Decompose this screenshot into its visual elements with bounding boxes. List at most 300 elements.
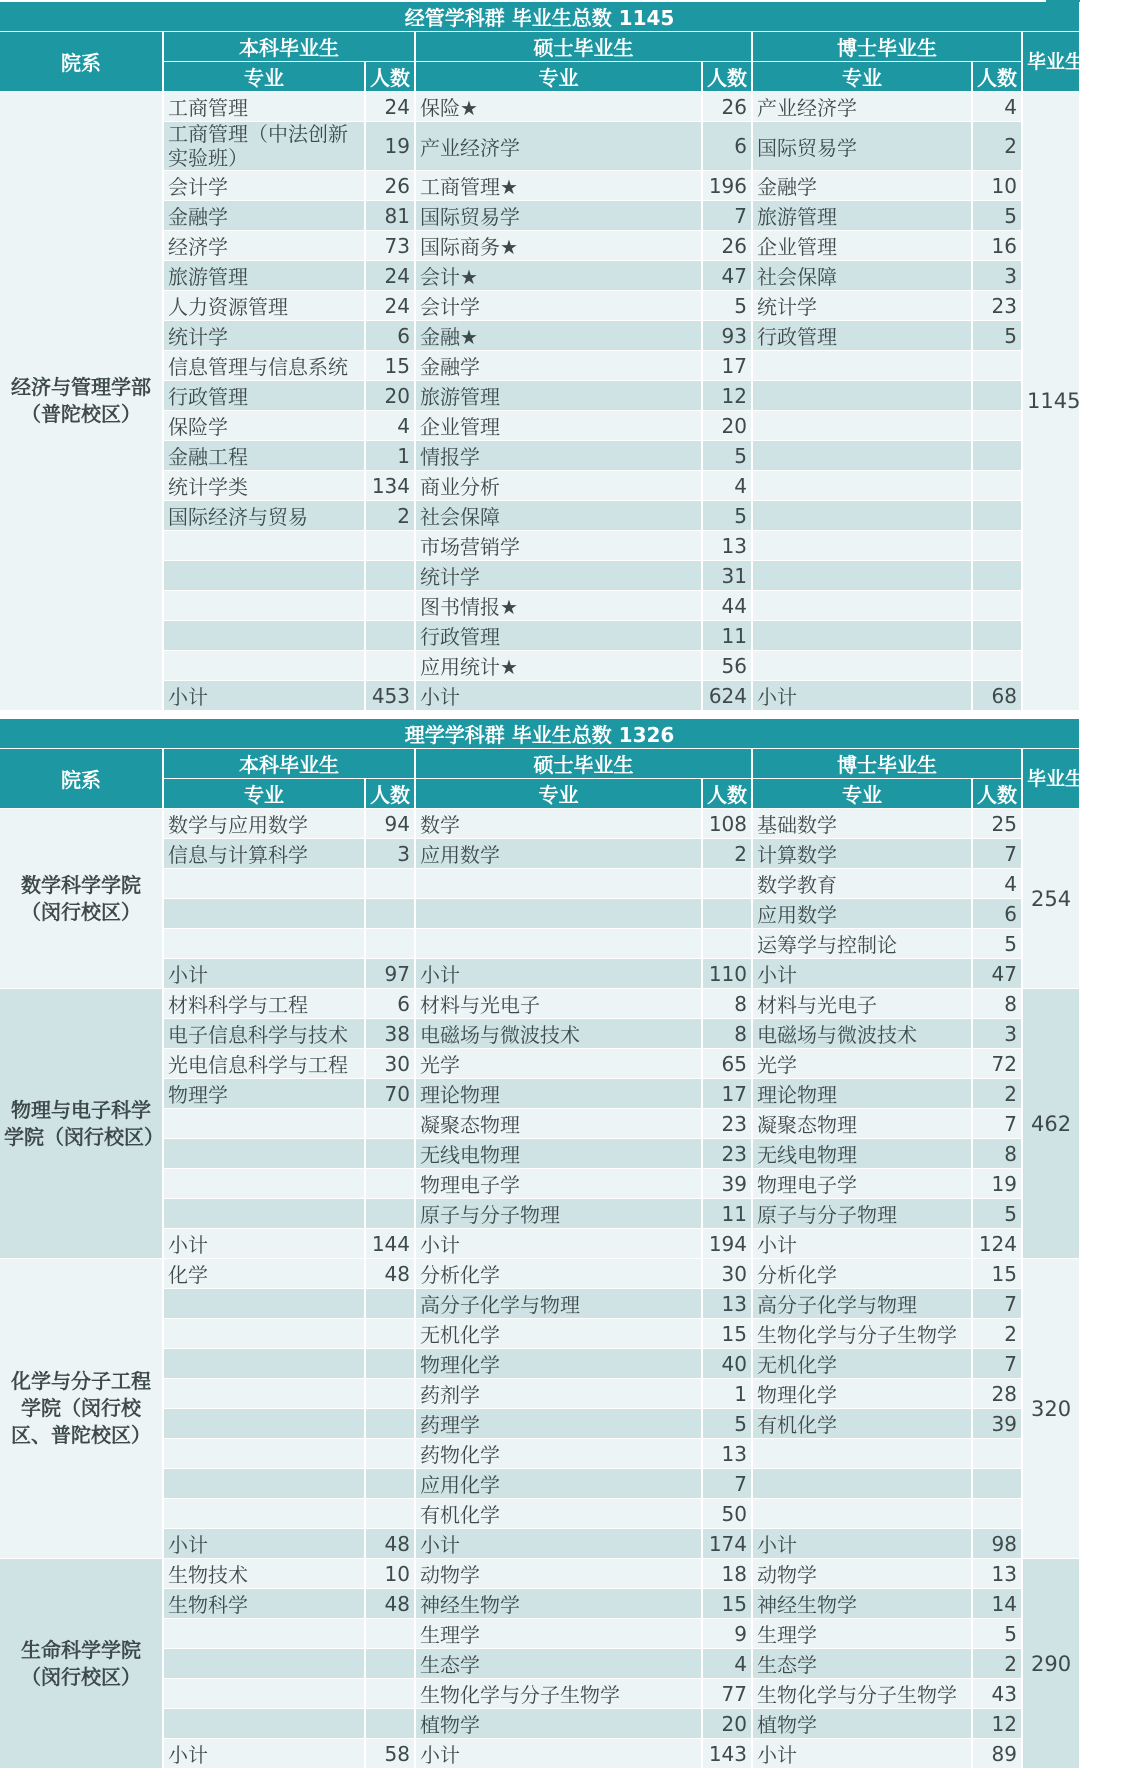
- major-cell: 分析化学: [415, 1259, 702, 1289]
- major-cell: [752, 351, 972, 381]
- count-cell: 65: [702, 1049, 752, 1079]
- major-cell: 国际商务★: [415, 231, 702, 261]
- major-cell: 会计学: [415, 291, 702, 321]
- count-cell: 11: [702, 621, 752, 651]
- count-cell: 10: [365, 1559, 415, 1589]
- count-cell: [365, 561, 415, 591]
- major-cell: 应用统计★: [415, 651, 702, 681]
- major-cell: 生物科学: [163, 1589, 365, 1619]
- count-cell: 134: [365, 471, 415, 501]
- major-cell: 会计学: [163, 171, 365, 201]
- count-cell: [972, 591, 1022, 621]
- major-cell: [163, 621, 365, 651]
- count-header: 人数: [702, 62, 752, 92]
- major-cell: [163, 1379, 365, 1409]
- major-cell: [163, 929, 365, 959]
- count-cell: 8: [702, 1019, 752, 1049]
- count-cell: [365, 1379, 415, 1409]
- count-cell: 39: [972, 1409, 1022, 1439]
- count-cell: 144: [365, 1229, 415, 1259]
- count-header: 人数: [972, 779, 1022, 809]
- count-cell: 38: [365, 1019, 415, 1049]
- major-cell: [752, 1469, 972, 1499]
- major-cell: 产业经济学: [752, 92, 972, 122]
- count-cell: 56: [702, 651, 752, 681]
- count-header: 人数: [365, 779, 415, 809]
- count-cell: [365, 531, 415, 561]
- major-cell: 凝聚态物理: [415, 1109, 702, 1139]
- major-cell: 经济学: [163, 231, 365, 261]
- count-cell: [365, 591, 415, 621]
- count-cell: 81: [365, 201, 415, 231]
- count-cell: [365, 1109, 415, 1139]
- count-cell: 5: [702, 291, 752, 321]
- count-cell: 143: [702, 1739, 752, 1769]
- count-cell: [972, 471, 1022, 501]
- graduate-table: [0, 2, 1122, 711]
- major-cell: 生物化学与分子生物学: [752, 1679, 972, 1709]
- count-cell: 2: [972, 1319, 1022, 1349]
- major-cell: 小计: [415, 1229, 702, 1259]
- count-cell: 3: [365, 839, 415, 869]
- count-cell: [365, 1499, 415, 1529]
- major-cell: 企业管理: [752, 231, 972, 261]
- major-cell: 工商管理: [163, 92, 365, 122]
- major-cell: 小计: [415, 1529, 702, 1559]
- major-cell: [163, 1709, 365, 1739]
- major-cell: [752, 441, 972, 471]
- major-cell: 旅游管理: [752, 201, 972, 231]
- count-cell: 6: [365, 321, 415, 351]
- major-cell: 国际贸易学: [752, 122, 972, 171]
- major-cell: 无机化学: [415, 1319, 702, 1349]
- count-cell: 6: [702, 122, 752, 171]
- count-cell: 15: [972, 1259, 1022, 1289]
- major-cell: 小计: [163, 1529, 365, 1559]
- major-cell: 物理化学: [415, 1349, 702, 1379]
- major-header: 专业: [752, 62, 972, 92]
- count-cell: 3: [972, 261, 1022, 291]
- count-cell: [365, 929, 415, 959]
- major-cell: 信息管理与信息系统: [163, 351, 365, 381]
- count-cell: [972, 351, 1022, 381]
- count-cell: 97: [365, 959, 415, 989]
- count-cell: 3: [972, 1019, 1022, 1049]
- major-cell: [752, 411, 972, 441]
- major-cell: 市场营销学: [415, 531, 702, 561]
- count-cell: 4: [972, 92, 1022, 122]
- major-cell: 数学: [415, 809, 702, 839]
- major-cell: [163, 561, 365, 591]
- major-cell: 情报学: [415, 441, 702, 471]
- count-cell: 13: [972, 1559, 1022, 1589]
- major-cell: [163, 899, 365, 929]
- major-cell: 小计: [415, 959, 702, 989]
- major-cell: [163, 531, 365, 561]
- major-cell: 国际经济与贸易: [163, 501, 365, 531]
- major-cell: [415, 869, 702, 899]
- major-header: 专业: [752, 779, 972, 809]
- doctor-header: 博士毕业生: [752, 749, 1022, 779]
- dept-total: 320: [1022, 1259, 1080, 1559]
- count-cell: [972, 411, 1022, 441]
- major-cell: 小计: [752, 959, 972, 989]
- count-cell: [365, 1349, 415, 1379]
- count-cell: 18: [702, 1559, 752, 1589]
- bachelor-header: 本科毕业生: [163, 32, 415, 62]
- count-cell: 4: [972, 869, 1022, 899]
- count-cell: 47: [972, 959, 1022, 989]
- major-cell: 小计: [163, 681, 365, 711]
- table-row: [0, 92, 1080, 122]
- major-cell: [752, 621, 972, 651]
- count-cell: 5: [702, 441, 752, 471]
- table-title-row: [0, 719, 1080, 749]
- count-cell: 43: [972, 1679, 1022, 1709]
- major-cell: 会计★: [415, 261, 702, 291]
- count-cell: 48: [365, 1589, 415, 1619]
- major-cell: 光学: [415, 1049, 702, 1079]
- count-cell: 5: [972, 1619, 1022, 1649]
- count-cell: 68: [972, 681, 1022, 711]
- total-header: 毕业生总数: [1022, 32, 1080, 92]
- major-cell: [752, 561, 972, 591]
- count-cell: 2: [972, 1649, 1022, 1679]
- count-cell: 2: [365, 501, 415, 531]
- major-cell: [163, 1109, 365, 1139]
- count-cell: [365, 1709, 415, 1739]
- major-cell: 统计学类: [163, 471, 365, 501]
- count-cell: 2: [972, 122, 1022, 171]
- count-cell: 94: [365, 809, 415, 839]
- dept-name: 生命科学学院（闵行校区）: [0, 1559, 163, 1769]
- major-cell: [752, 591, 972, 621]
- count-cell: 93: [702, 321, 752, 351]
- count-cell: 31: [702, 561, 752, 591]
- count-cell: [972, 381, 1022, 411]
- major-cell: 国际贸易学: [415, 201, 702, 231]
- major-cell: 旅游管理: [415, 381, 702, 411]
- count-cell: 174: [702, 1529, 752, 1559]
- count-cell: 15: [702, 1589, 752, 1619]
- count-cell: 48: [365, 1259, 415, 1289]
- major-cell: 商业分析: [415, 471, 702, 501]
- count-cell: 72: [972, 1049, 1022, 1079]
- major-cell: [163, 869, 365, 899]
- count-cell: 73: [365, 231, 415, 261]
- count-cell: [702, 899, 752, 929]
- count-cell: 7: [972, 1289, 1022, 1319]
- major-cell: 应用数学: [415, 839, 702, 869]
- major-header: 专业: [415, 779, 702, 809]
- count-cell: [365, 1409, 415, 1439]
- graduate-table: [0, 719, 1122, 1769]
- count-cell: 8: [702, 989, 752, 1019]
- major-cell: 材料与光电子: [415, 989, 702, 1019]
- count-cell: 9: [702, 1619, 752, 1649]
- major-cell: 信息与计算科学: [163, 839, 365, 869]
- major-cell: 旅游管理: [163, 261, 365, 291]
- dept-name: 化学与分子工程学院（闵行校区、普陀校区）: [0, 1259, 163, 1559]
- major-cell: 应用化学: [415, 1469, 702, 1499]
- major-cell: 行政管理: [415, 621, 702, 651]
- major-cell: 小计: [752, 681, 972, 711]
- count-cell: 44: [702, 591, 752, 621]
- doctor-header: 博士毕业生: [752, 32, 1022, 62]
- major-cell: [163, 1649, 365, 1679]
- count-cell: 8: [972, 989, 1022, 1019]
- count-cell: 1: [702, 1379, 752, 1409]
- major-cell: 社会保障: [752, 261, 972, 291]
- major-cell: [415, 929, 702, 959]
- count-cell: 110: [702, 959, 752, 989]
- major-cell: 理论物理: [752, 1079, 972, 1109]
- count-cell: 19: [972, 1169, 1022, 1199]
- count-cell: [972, 651, 1022, 681]
- major-cell: [752, 1439, 972, 1469]
- major-cell: 原子与分子物理: [752, 1199, 972, 1229]
- count-cell: 24: [365, 261, 415, 291]
- major-cell: 图书情报★: [415, 591, 702, 621]
- major-cell: 统计学: [163, 321, 365, 351]
- count-cell: [972, 531, 1022, 561]
- count-cell: 58: [365, 1739, 415, 1769]
- count-cell: [365, 1319, 415, 1349]
- major-cell: 材料与光电子: [752, 989, 972, 1019]
- major-cell: [163, 1319, 365, 1349]
- count-cell: 98: [972, 1529, 1022, 1559]
- count-cell: 13: [702, 1289, 752, 1319]
- major-cell: 保险★: [415, 92, 702, 122]
- count-cell: 24: [365, 92, 415, 122]
- major-cell: 神经生物学: [415, 1589, 702, 1619]
- major-cell: 金融工程: [163, 441, 365, 471]
- header-row: [0, 32, 1080, 62]
- count-cell: [365, 1649, 415, 1679]
- major-header: 专业: [415, 62, 702, 92]
- count-cell: 4: [702, 471, 752, 501]
- dept-total: 290: [1022, 1559, 1080, 1769]
- major-cell: 高分子化学与物理: [752, 1289, 972, 1319]
- count-cell: 24: [365, 291, 415, 321]
- major-cell: 材料科学与工程: [163, 989, 365, 1019]
- major-cell: 保险学: [163, 411, 365, 441]
- count-cell: 14: [972, 1589, 1022, 1619]
- count-cell: 48: [365, 1529, 415, 1559]
- major-cell: 企业管理: [415, 411, 702, 441]
- major-cell: 小计: [163, 959, 365, 989]
- count-cell: 77: [702, 1679, 752, 1709]
- major-cell: 电磁场与微波技术: [415, 1019, 702, 1049]
- count-cell: 20: [702, 411, 752, 441]
- major-cell: [752, 1499, 972, 1529]
- dept-total: 462: [1022, 989, 1080, 1259]
- major-cell: [415, 899, 702, 929]
- count-cell: 5: [702, 501, 752, 531]
- major-cell: 统计学: [752, 291, 972, 321]
- table-row: [0, 989, 1080, 1019]
- major-cell: 电子信息科学与技术: [163, 1019, 365, 1049]
- major-cell: 分析化学: [752, 1259, 972, 1289]
- count-cell: 2: [972, 1079, 1022, 1109]
- dept-header: 院系: [0, 749, 163, 809]
- major-cell: 生理学: [415, 1619, 702, 1649]
- dept-total: 254: [1022, 809, 1080, 989]
- major-cell: [163, 1619, 365, 1649]
- header-row: [0, 749, 1080, 779]
- major-cell: 统计学: [415, 561, 702, 591]
- count-cell: 196: [702, 171, 752, 201]
- count-cell: 70: [365, 1079, 415, 1109]
- count-cell: 5: [702, 1409, 752, 1439]
- major-cell: 生物化学与分子生物学: [415, 1679, 702, 1709]
- major-cell: 药剂学: [415, 1379, 702, 1409]
- count-cell: [702, 869, 752, 899]
- major-cell: [163, 1139, 365, 1169]
- major-cell: 物理学: [163, 1079, 365, 1109]
- count-cell: 30: [365, 1049, 415, 1079]
- major-header: 专业: [163, 62, 365, 92]
- count-cell: 20: [702, 1709, 752, 1739]
- count-cell: 17: [702, 1079, 752, 1109]
- major-cell: [752, 471, 972, 501]
- count-cell: 16: [972, 231, 1022, 261]
- major-cell: [163, 1169, 365, 1199]
- major-cell: 物理电子学: [415, 1169, 702, 1199]
- count-cell: [702, 929, 752, 959]
- major-cell: 生理学: [752, 1619, 972, 1649]
- major-cell: 人力资源管理: [163, 291, 365, 321]
- major-cell: 光学: [752, 1049, 972, 1079]
- count-header: 人数: [972, 62, 1022, 92]
- count-cell: 5: [972, 201, 1022, 231]
- major-cell: 药理学: [415, 1409, 702, 1439]
- major-cell: 生物化学与分子生物学: [752, 1319, 972, 1349]
- major-cell: 植物学: [415, 1709, 702, 1739]
- table-row: [0, 809, 1080, 839]
- dept-header: 院系: [0, 32, 163, 92]
- count-cell: 13: [702, 1439, 752, 1469]
- major-cell: 工商管理（中法创新实验班）: [163, 122, 365, 171]
- major-cell: 基础数学: [752, 809, 972, 839]
- count-cell: [365, 1439, 415, 1469]
- count-cell: 7: [972, 1109, 1022, 1139]
- count-cell: 15: [365, 351, 415, 381]
- count-cell: 26: [702, 231, 752, 261]
- count-cell: 25: [972, 809, 1022, 839]
- count-cell: 6: [365, 989, 415, 1019]
- major-cell: 原子与分子物理: [415, 1199, 702, 1229]
- count-cell: 7: [702, 201, 752, 231]
- major-cell: 物理电子学: [752, 1169, 972, 1199]
- major-cell: 有机化学: [415, 1499, 702, 1529]
- major-cell: 动物学: [415, 1559, 702, 1589]
- count-header: 人数: [365, 62, 415, 92]
- count-cell: 12: [972, 1709, 1022, 1739]
- count-cell: 47: [702, 261, 752, 291]
- count-cell: 10: [972, 171, 1022, 201]
- major-cell: 无线电物理: [752, 1139, 972, 1169]
- major-cell: 理论物理: [415, 1079, 702, 1109]
- count-cell: [972, 1499, 1022, 1529]
- major-cell: [752, 501, 972, 531]
- count-cell: [972, 441, 1022, 471]
- count-cell: 15: [702, 1319, 752, 1349]
- count-cell: 4: [702, 1649, 752, 1679]
- major-cell: 化学: [163, 1259, 365, 1289]
- count-cell: 28: [972, 1379, 1022, 1409]
- count-cell: [972, 561, 1022, 591]
- major-cell: [752, 381, 972, 411]
- dept-name: 物理与电子科学学院（闵行校区）: [0, 989, 163, 1259]
- major-cell: 小计: [163, 1229, 365, 1259]
- count-cell: 8: [972, 1139, 1022, 1169]
- major-cell: 有机化学: [752, 1409, 972, 1439]
- dept-name: 数学科学学院（闵行校区）: [0, 809, 163, 989]
- major-cell: 小计: [415, 1739, 702, 1769]
- count-cell: [972, 501, 1022, 531]
- major-cell: 小计: [752, 1229, 972, 1259]
- major-cell: 光电信息科学与工程: [163, 1049, 365, 1079]
- count-cell: 39: [702, 1169, 752, 1199]
- count-cell: 13: [702, 531, 752, 561]
- major-cell: [163, 651, 365, 681]
- count-cell: 453: [365, 681, 415, 711]
- count-cell: 4: [365, 411, 415, 441]
- major-cell: [163, 591, 365, 621]
- count-cell: 1: [365, 441, 415, 471]
- major-cell: 社会保障: [415, 501, 702, 531]
- count-cell: [365, 899, 415, 929]
- major-cell: 生态学: [415, 1649, 702, 1679]
- major-cell: 工商管理★: [415, 171, 702, 201]
- major-cell: 计算数学: [752, 839, 972, 869]
- count-cell: 19: [365, 122, 415, 171]
- major-cell: 动物学: [752, 1559, 972, 1589]
- major-cell: 植物学: [752, 1709, 972, 1739]
- count-header: 人数: [702, 779, 752, 809]
- major-cell: [163, 1469, 365, 1499]
- total-header: 毕业生总数: [1022, 749, 1080, 809]
- major-cell: 小计: [752, 1739, 972, 1769]
- count-cell: [972, 621, 1022, 651]
- count-cell: 108: [702, 809, 752, 839]
- table-row: [0, 1259, 1080, 1289]
- table-title: 理学学科群 毕业生总数 1326: [0, 719, 1080, 749]
- count-cell: 23: [972, 291, 1022, 321]
- major-cell: [163, 1499, 365, 1529]
- count-cell: [365, 1619, 415, 1649]
- count-cell: 12: [702, 381, 752, 411]
- count-cell: [972, 1469, 1022, 1499]
- major-cell: 金融学: [752, 171, 972, 201]
- major-cell: 应用数学: [752, 899, 972, 929]
- major-cell: 药物化学: [415, 1439, 702, 1469]
- count-cell: 194: [702, 1229, 752, 1259]
- count-cell: [972, 1439, 1022, 1469]
- major-cell: 电磁场与微波技术: [752, 1019, 972, 1049]
- count-cell: 7: [972, 839, 1022, 869]
- count-cell: [365, 1139, 415, 1169]
- count-cell: [365, 1289, 415, 1319]
- major-cell: 物理化学: [752, 1379, 972, 1409]
- major-cell: 行政管理: [163, 381, 365, 411]
- count-cell: 26: [365, 171, 415, 201]
- major-cell: 产业经济学: [415, 122, 702, 171]
- count-cell: [365, 1679, 415, 1709]
- major-cell: [163, 1199, 365, 1229]
- count-cell: 6: [972, 899, 1022, 929]
